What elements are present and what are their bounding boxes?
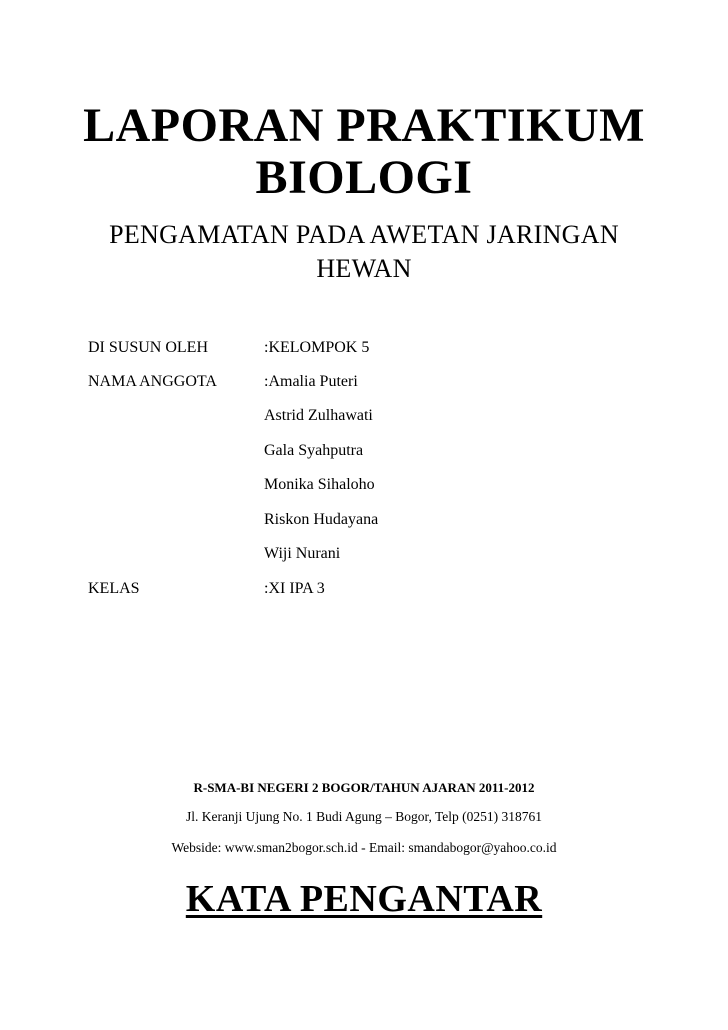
info-row-disusun bbox=[88, 337, 648, 359]
report-subtitle-line-1: PENGAMATAN PADA AWETAN JARINGAN bbox=[109, 220, 619, 249]
school-address: Jl. Keranji Ujung No. 1 Budi Agung – Bogor, Telp (0251) 318761 bbox=[186, 809, 542, 824]
member-name: Astrid Zulhawati bbox=[264, 407, 373, 424]
disusun-value: :KELOMPOK 5 bbox=[264, 339, 370, 356]
info-row-member bbox=[88, 474, 648, 496]
member-name: Monika Sihaloho bbox=[264, 476, 375, 493]
member-name: Wiji Nurani bbox=[264, 545, 341, 562]
school-name: R-SMA-BI NEGERI 2 BOGOR/TAHUN AJARAN 2011-2012 bbox=[193, 780, 535, 795]
report-subtitle-line-2: HEWAN bbox=[316, 254, 412, 283]
info-row-kelas bbox=[88, 578, 648, 600]
report-title-line-2: BIOLOGI bbox=[255, 151, 473, 204]
info-row-member bbox=[88, 543, 648, 565]
member-name: Riskon Hudayana bbox=[264, 511, 379, 528]
report-title-line-1: LAPORAN PRAKTIKUM bbox=[83, 99, 645, 152]
info-row-member bbox=[88, 405, 648, 427]
kelas-value: :XI IPA 3 bbox=[264, 580, 325, 597]
info-row-anggota bbox=[88, 371, 648, 393]
info-row-member bbox=[88, 509, 648, 531]
disusun-label: DI SUSUN OLEH bbox=[88, 339, 208, 356]
anggota-label: NAMA ANGGOTA bbox=[88, 373, 217, 390]
member-name: :Amalia Puteri bbox=[264, 373, 358, 390]
member-name: Gala Syahputra bbox=[264, 442, 364, 459]
kelas-label: KELAS bbox=[88, 580, 140, 597]
school-contact: Webside: www.sman2bogor.sch.id - Email: smandabogor@yahoo.co.id bbox=[171, 840, 557, 855]
kata-pengantar-heading: KATA PENGANTAR bbox=[185, 878, 543, 920]
info-row-member bbox=[88, 440, 648, 462]
